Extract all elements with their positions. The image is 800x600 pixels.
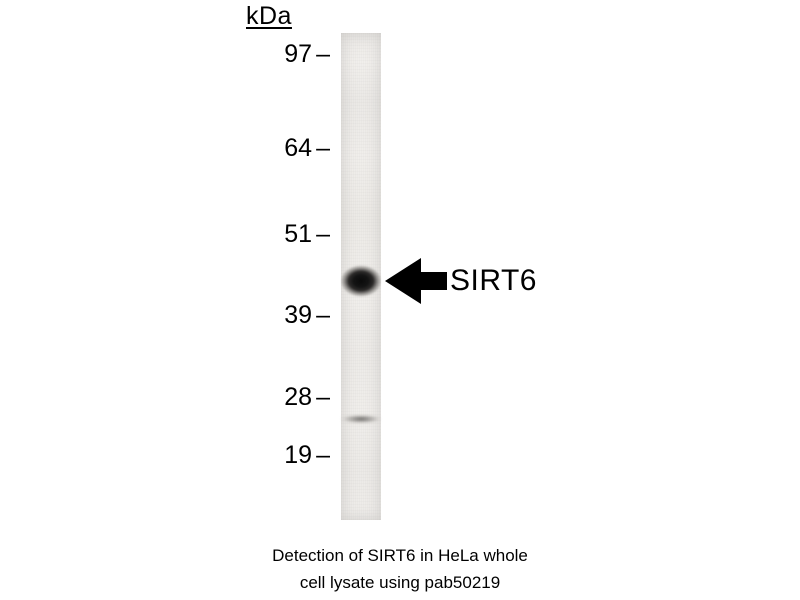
marker-39-value: 39: [284, 301, 312, 329]
marker-64-tick: –: [316, 134, 330, 162]
marker-64-value: 64: [284, 134, 312, 162]
caption-line-1: Detection of SIRT6 in HeLa whole: [272, 546, 528, 565]
marker-97-value: 97: [284, 40, 312, 68]
left-pointing-arrow-icon: [385, 258, 447, 304]
marker-28-value: 28: [284, 383, 312, 411]
band-annotation-label: SIRT6: [450, 264, 537, 297]
marker-51-tick: –: [316, 220, 330, 248]
caption-line-2: cell lysate using pab50219: [299, 573, 501, 592]
marker-39-tick: –: [316, 301, 330, 329]
kda-axis-header: kDa: [246, 2, 292, 30]
protein-band-faint: [341, 413, 381, 425]
protein-band-sirt6: [341, 263, 381, 299]
marker-19-tick: –: [316, 441, 330, 469]
marker-51: [240, 222, 330, 247]
marker-28: [240, 385, 330, 410]
marker-97-tick: –: [316, 40, 330, 68]
figure-caption: [0, 542, 800, 596]
marker-19-value: 19: [284, 441, 312, 469]
marker-97: [240, 42, 330, 67]
marker-19: [240, 443, 330, 468]
marker-28-tick: –: [316, 383, 330, 411]
marker-51-value: 51: [284, 220, 312, 248]
marker-39: [240, 303, 330, 328]
marker-64: [240, 136, 330, 161]
